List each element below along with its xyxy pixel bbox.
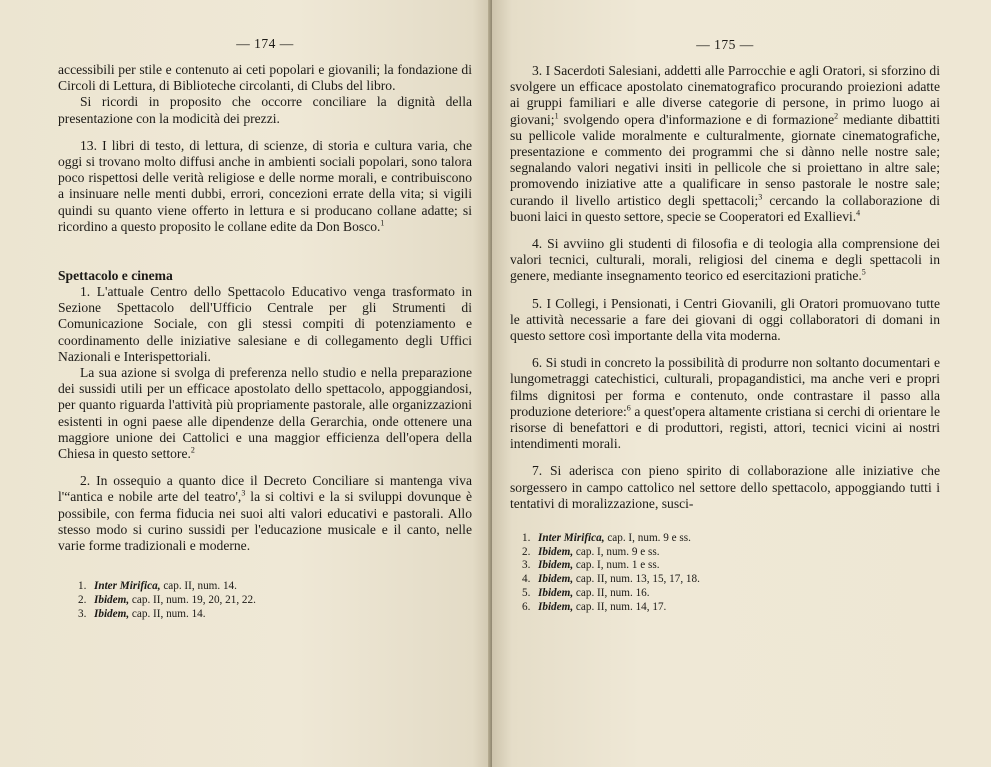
section-title: Spettacolo e cinema: [58, 268, 173, 284]
footnote-ref: 1: [554, 111, 559, 121]
footnote: 1. Inter Mirifica, cap. II, num. 14.: [78, 580, 237, 593]
paragraph-1: 1. L'attuale Centro dello Spettacolo Educativo venga trasformato in Sezione Spettacolo dell'Ufficio Centrale per gli Strumenti di Comunicazione Sociale, con gli stessi compiti di potenziamento e coordinamento delle iniziative salesiane e di collegamento degli Uffici Nazionali e Interispettoriali.: [58, 284, 472, 364]
left-page-content: [58, 0, 472, 621]
paragraph: La sua azione si svolga di preferenza nello studio e nella preparazione dei sussidi utili per un efficace apostolato dello spettacolo, appoggiandosi, per quanto riguarda l'attività più propriamente pastorale, alle organizzazioni esistenti in ogni paese alle dipendenze della Gerarchia, onde ottenere una maggiore unione dei Cattolici e una maggior efficienza dell'opera della Chiesa in questo settore.$^2$: [58, 365, 472, 462]
footnote-ref: 4: [856, 208, 861, 218]
paragraph-6: 6. Si studi in concreto la possibilità di produrre non soltanto documentari e lungometraggi catechistici, culturali, propagandistici, ma anche veri e propri films dignitosi per forma e contenuto, onde contrastare il passo alla produzione deteriore:$^6$ a quest'opera altamente cristiana si cerchi di orientare le risorse di benefattori e di produttori, registi, attori, tecnici vicini ai nostri intendimenti morali.: [510, 355, 940, 452]
paragraph-2: 2. In ossequio a quanto dice il Decreto Conciliare si mantenga viva l'“antica e nobile arte del teatro',$^3$ la si coltivi e la si sviluppi dovunque è possibile, con ferma fiducia nei suoi alti valori educativi e pastorali. Allo stesso modo si curino sussidi per l'educazione musicale e il canto, nelle varie forme tradizionali e moderne.: [58, 473, 473, 554]
footnote: 6. Ibidem, cap. II, num. 14, 17.: [522, 600, 667, 613]
page-number: — 175 —: [696, 37, 754, 52]
footnote-ref: 6: [626, 403, 631, 413]
paragraph-4: 4. Si avviino gli studenti di filosofia e di teologia alla comprensione dei valori tecnici, culturali, morali, religiosi del cinema e degli spettacoli in genere, mediante insegnamento teorico ed esercitazioni pratiche.$^5$: [510, 236, 940, 284]
paragraph: accessibili per stile e contenuto ai ceti popolari e giovanili; la fondazione di Circoli di Lettura, di Biblioteche circolanti, di Clubs del libro.: [58, 62, 472, 94]
right-page-content: [510, 0, 940, 614]
footnote: 2. Ibidem, cap. I, num. 9 e ss.: [522, 545, 660, 558]
right-page: [492, 0, 991, 767]
paragraph-7: 7. Si aderisca con pieno spirito di collaborazione alle iniziative che sorgessero in campo cattolico nel settore dello spettacolo, appoggiando tutti i tentativi di moralizzazione, susci-: [510, 463, 940, 511]
paragraph-5: 5. I Collegi, i Pensionati, i Centri Giovanili, gli Oratori promuovano tutte le attività necessarie a fare dei giovani di oggi collaboratori di domani in questo settore così importante della vita moderna.: [510, 295, 940, 344]
footnote: 2. Ibidem, cap. II, num. 19, 20, 21, 22.: [78, 593, 256, 606]
footnote-ref: 1: [380, 218, 385, 228]
footnotes: [58, 580, 472, 621]
footnote: 3. Ibidem, cap. II, num. 14.: [78, 607, 206, 620]
footnote-ref: 2: [834, 111, 839, 121]
page-number: — 174 —: [236, 36, 294, 51]
footnote-ref: 2: [190, 445, 195, 455]
footnote: 5. Ibidem, cap. II, num. 16.: [522, 586, 650, 599]
footnote: 4. Ibidem, cap. II, num. 13, 15, 17, 18.: [522, 573, 700, 586]
paragraph: Si ricordi in proposito che occorre conciliare la dignità della presentazione con la modicità dei prezzi.: [58, 94, 472, 126]
footnote-ref: 5: [861, 267, 866, 277]
footnote: 1. Inter Mirifica, cap. I, num. 9 e ss.: [522, 532, 691, 545]
left-page: [0, 0, 492, 767]
paragraph-3: 3. I Sacerdoti Salesiani, addetti alle Parrocchie e agli Oratori, si sforzino di svolgere un efficace apostolato cinematografico procurando proiezioni adatte ai gruppi familiari e alle diverse categorie di persone, in primo luogo ai giovani;$^1$ svolgendo opera d'informazione e di formazione$^2$ mediante dibattiti su pellicole valide moralmente e culturalmente, giornate cinematografiche, presentazione e commento dei programmi che si dànno nelle nostre sale; segnalando valori negativi insiti in pellicole che si proiettano in altre sale; promovendo iniziative atte a qualificare in senso pastorale le nostre sale; curando il livello artistico degli spettacoli;$^3$ cercando la collaborazione di buoni laici in questo settore, specie se Cooperatori ed Exallievi.$^4$: [510, 63, 940, 224]
footnote: 3. Ibidem, cap. I, num. 1 e ss.: [522, 559, 660, 572]
footnote-ref: 3: [241, 488, 246, 498]
footnote-ref: 3: [758, 192, 763, 202]
paragraph-13: 13. I libri di testo, di lettura, di scienze, di storia e cultura varia, che oggi si trovano molto diffusi anche in ambienti sociali popolari, sono talora poco rispettosi delle verità religiose e delle norme morali, e contribuiscono a insinuare nelle menti dubbi, errori, concezioni errate della vita; si vigili quindi su quanto viene offerto in lettura e si producano collane adatte; si ricordino a questo proposito le collane edite da Don Bosco.$^1$: [58, 137, 472, 234]
footnotes: [510, 532, 940, 614]
